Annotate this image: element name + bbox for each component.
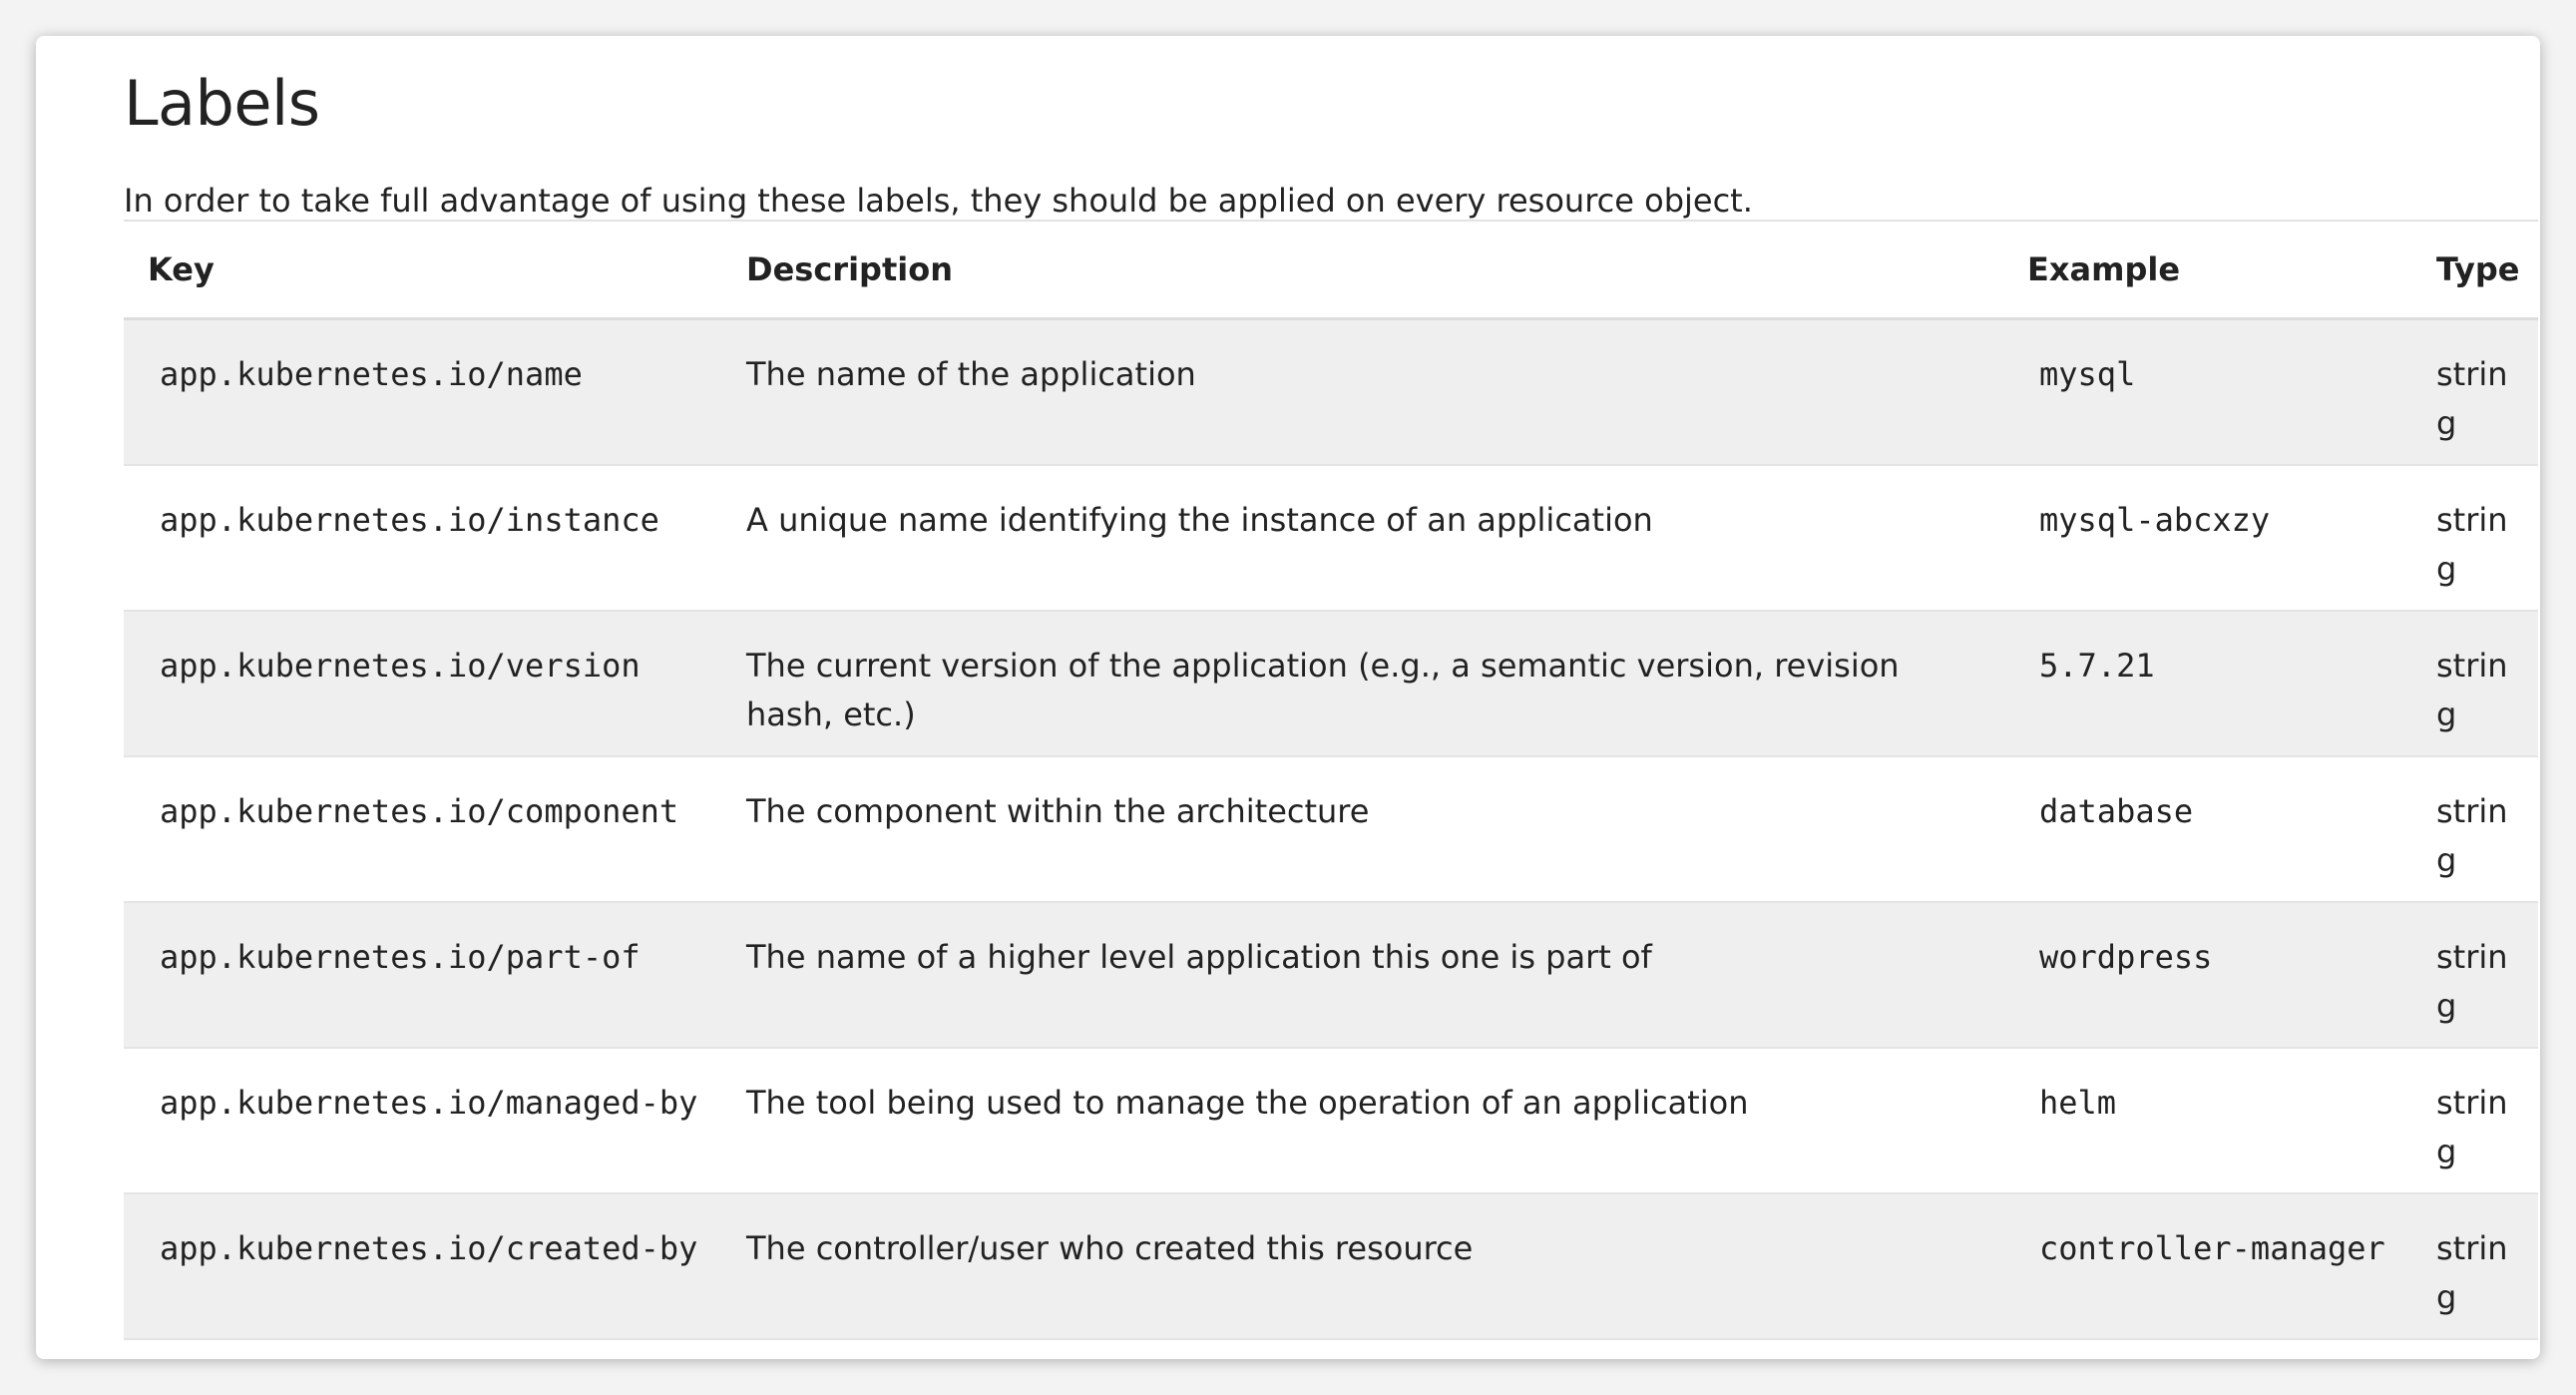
row-example-cell [2027,319,2436,465]
row-example: mysql-abcxzy [2039,500,2271,539]
row-example: database [2039,791,2194,830]
row-key-cell [124,1048,746,1193]
header-key: Key [148,250,215,288]
row-key: app.kubernetes.io/created-by [160,1228,698,1267]
row-type-cell [2436,902,2538,1048]
row-example: wordpress [2039,937,2213,976]
intro-text: In order to take full advantage of using these labels, they should be applied on every resource object. [124,182,1753,220]
row-type-cell [2436,319,2538,465]
table-row [124,1193,2538,1339]
table-row [124,1048,2538,1193]
header-type: Type [2436,250,2520,288]
row-key: app.kubernetes.io/part-of [160,937,641,976]
row-description: The tool being used to manage the operation of an application [746,1083,1749,1122]
row-type-cell [2436,1048,2538,1193]
row-key: app.kubernetes.io/component [160,791,679,830]
row-example-cell [2027,756,2436,902]
row-type-cell [2436,465,2538,611]
row-type: string [2436,646,2508,733]
row-description: The name of the application [746,355,1196,393]
row-type-cell [2436,756,2538,902]
row-type-cell [2436,611,2538,756]
row-description: A unique name identifying the instance of an application [746,500,1653,539]
content-card [36,36,2540,1359]
row-example-cell [2027,611,2436,756]
table-header-row [124,221,2538,319]
header-description: Description [746,250,953,288]
table-row [124,756,2538,902]
row-example-cell [2027,902,2436,1048]
row-key-cell [124,902,746,1048]
row-example: helm [2039,1083,2117,1122]
row-type: string [2436,937,2508,1025]
row-example: controller-manager [2039,1228,2385,1267]
row-example-cell [2027,1193,2436,1339]
row-key-cell [124,1193,746,1339]
row-type: string [2436,355,2508,442]
row-type: string [2436,791,2508,879]
row-example: mysql [2039,355,2136,393]
row-key: app.kubernetes.io/version [160,646,641,685]
row-type-cell [2436,1193,2538,1339]
row-key: app.kubernetes.io/managed-by [160,1083,698,1122]
row-type: string [2436,500,2508,588]
row-description: The current version of the application (e.g., a semantic version, revision hash, etc.) [746,646,1900,733]
table-row [124,319,2538,465]
labels-table [124,220,2538,1340]
header-example: Example [2027,250,2181,288]
table-row [124,902,2538,1048]
table-row [124,465,2538,611]
row-example-cell [2027,465,2436,611]
row-type: string [2436,1228,2508,1316]
row-description: The component within the architecture [746,791,1370,830]
row-description: The controller/user who created this resource [746,1228,1474,1267]
row-key-cell [124,756,746,902]
row-key-cell [124,465,746,611]
row-key-cell [124,319,746,465]
row-type: string [2436,1083,2508,1170]
row-key: app.kubernetes.io/instance [160,500,659,539]
table-row [124,611,2538,756]
row-key: app.kubernetes.io/name [160,355,583,393]
row-example: 5.7.21 [2039,646,2155,685]
row-description: The name of a higher level application this one is part of [746,937,1652,976]
page-title: Labels [124,67,320,140]
row-key-cell [124,611,746,756]
row-example-cell [2027,1048,2436,1193]
